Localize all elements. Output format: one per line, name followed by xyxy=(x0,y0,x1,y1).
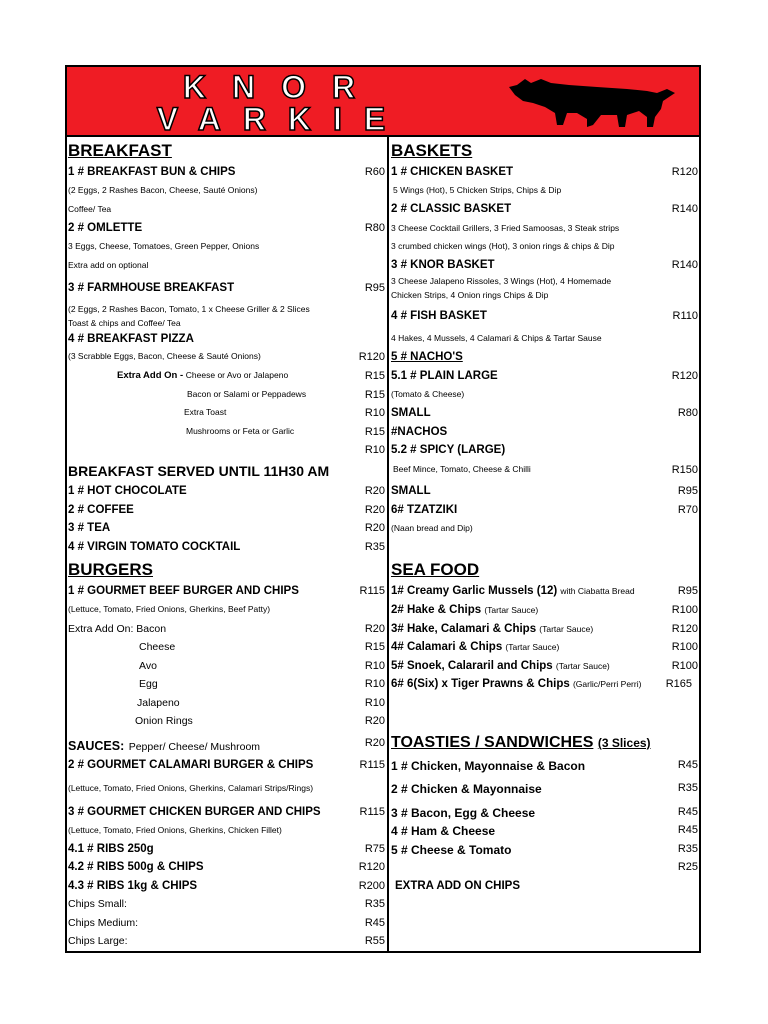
item-price: R45 xyxy=(677,806,698,818)
item-name: Chips Medium: xyxy=(68,917,139,929)
item-sub: with Ciabatta Bread xyxy=(560,586,635,596)
brand-logo xyxy=(67,67,497,135)
item-name: 6# 6(Six) x Tiger Prawns & Chips xyxy=(391,678,570,690)
item-name: 1# Creamy Garlic Mussels (12) xyxy=(391,585,558,597)
item-price: R15 xyxy=(364,426,385,438)
toasties-sub: (3 Slices) xyxy=(597,736,651,750)
brand-line1: KNOR xyxy=(182,69,382,105)
extra-heading: Extra Add On: Bacon xyxy=(68,623,167,635)
item-price: R80 xyxy=(364,222,385,234)
item-price: R45 xyxy=(364,917,385,929)
item-price: R110 xyxy=(672,310,698,322)
item-name: 6# TZATZIKI xyxy=(391,504,458,516)
item-price: R120 xyxy=(358,861,385,873)
item-name: 4.1 # RIBS 250g xyxy=(68,843,154,855)
item-price: R45 xyxy=(677,759,698,771)
description-text: Chicken Strips, 4 Onion rings Chips & Dip xyxy=(391,290,549,300)
note-text: Extra add on optional xyxy=(68,260,149,270)
item-price: R35 xyxy=(364,898,385,910)
item-price: R10 xyxy=(364,697,385,709)
item-price: R15 xyxy=(364,370,385,382)
extra-text: Mushrooms or Feta or Garlic xyxy=(186,426,295,436)
item-name: 3# Hake, Calamari & Chips xyxy=(391,623,537,635)
description-text: (3 Scrabble Eggs, Bacon, Cheese & Sauté Onions) xyxy=(68,351,261,361)
description-text: Toast & chips and Coffee/ Tea xyxy=(68,318,181,328)
item-name: 3 # TEA xyxy=(68,522,111,534)
item-name: Chips Small: xyxy=(68,898,127,910)
item-price: R20 xyxy=(364,504,385,516)
item-name: 2 # Chicken & Mayonnaise xyxy=(391,782,542,796)
item-price: R120 xyxy=(671,370,698,382)
seafood-title: SEA FOOD xyxy=(391,560,480,579)
item-price: R60 xyxy=(364,166,385,178)
description-text: 4 Hakes, 4 Mussels, 4 Calamari & Chips & Tartar Sause xyxy=(391,333,602,343)
item-price: R20 xyxy=(364,623,385,635)
item-price: R95 xyxy=(677,585,698,597)
baskets-title: BASKETS xyxy=(391,141,473,160)
extra-text: Cheese xyxy=(139,641,176,653)
pig-icon xyxy=(507,73,687,131)
item-price: R120 xyxy=(358,351,385,363)
item-name: #NACHOS xyxy=(391,426,448,438)
toasties-title: TOASTIES / SANDWICHES xyxy=(391,734,594,751)
brand-line2: VARKIE xyxy=(156,101,408,135)
item-sub: (Tartar Sauce) xyxy=(484,605,539,615)
item-price: R10 xyxy=(364,660,385,672)
item-price: R20 xyxy=(364,485,385,497)
item-name: 3 # FARMHOUSE BREAKFAST xyxy=(68,282,235,294)
item-name: 4 # Ham & Cheese xyxy=(391,824,496,838)
sauces-label: SAUCES: xyxy=(68,739,125,753)
extra-chips-label: EXTRA ADD ON CHIPS xyxy=(395,880,521,892)
description-text: (Tomato & Cheese) xyxy=(391,389,465,399)
toasties-header xyxy=(390,734,700,754)
item-name: 4# Calamari & Chips xyxy=(391,641,503,653)
item-name: 5 # Cheese & Tomato xyxy=(391,843,512,857)
description-text: Beef Mince, Tomato, Cheese & Chilli xyxy=(393,464,531,474)
item-name: 2 # COFFEE xyxy=(68,504,134,516)
item-sub: (Tartar Sauce) xyxy=(505,642,560,652)
item-price: R140 xyxy=(671,259,698,271)
item-price: R100 xyxy=(671,641,698,653)
item-price: R80 xyxy=(677,407,698,419)
description-text: 5 Wings (Hot), 5 Chicken Strips, Chips & Dip xyxy=(393,185,562,195)
item-price: R115 xyxy=(359,759,385,771)
extra-text: Egg xyxy=(139,678,158,690)
extra-text: Onion Rings xyxy=(135,715,193,727)
item-name: 4 # BREAKFAST PIZZA xyxy=(68,333,194,345)
item-price: R15 xyxy=(364,641,385,653)
item-price: R25 xyxy=(677,861,698,873)
sauces-list: Pepper/ Cheese/ Mushroom xyxy=(128,741,261,753)
item-name: 5.2 # SPICY (LARGE) xyxy=(391,444,506,456)
item-name: 4.3 # RIBS 1kg & CHIPS xyxy=(68,880,198,892)
item-price: R15 xyxy=(364,389,385,401)
item-name: 1 # GOURMET BEEF BURGER AND CHIPS xyxy=(68,585,299,597)
extra-text: Jalapeno xyxy=(137,697,180,709)
item-price: R20 xyxy=(364,737,385,749)
item-price: R100 xyxy=(671,604,698,616)
item-sub: (Tartar Sauce) xyxy=(555,661,610,671)
item-price: R150 xyxy=(671,464,698,476)
item-price: R100 xyxy=(671,660,698,672)
item-name: 4 # VIRGIN TOMATO COCKTAIL xyxy=(68,541,241,553)
item-name: 1 # CHICKEN BASKET xyxy=(391,166,514,178)
column-divider xyxy=(387,137,389,953)
item-price: R115 xyxy=(359,806,385,818)
item-sub: (Tartar Sauce) xyxy=(539,624,594,634)
item-name: 3 # GOURMET CHICKEN BURGER AND CHIPS xyxy=(68,806,321,818)
item-price: R10 xyxy=(364,407,385,419)
item-name: 1 # Chicken, Mayonnaise & Bacon xyxy=(391,759,586,773)
item-price: R35 xyxy=(677,782,698,794)
note-text: Coffee/ Tea xyxy=(68,204,112,214)
served-text: BREAKFAST SERVED UNTIL 11H30 AM xyxy=(68,463,330,479)
item-name: SMALL xyxy=(391,407,431,419)
item-name: 2 # GOURMET CALAMARI BURGER & CHIPS xyxy=(68,759,314,771)
extra-text: Avo xyxy=(139,660,157,672)
item-price: R10 xyxy=(364,678,385,690)
extra-text: Extra Toast xyxy=(184,407,227,417)
description-text: (Lettuce, Tomato, Fried Onions, Gherkins, Beef Patty) xyxy=(68,604,271,614)
item-price: R200 xyxy=(358,880,385,892)
description-text: 3 Cheese Cocktail Grillers, 3 Fried Samoosas, 3 Steak strips xyxy=(391,223,620,233)
item-name: 1 # HOT CHOCOLATE xyxy=(68,485,187,497)
item-name: 5.1 # PLAIN LARGE xyxy=(391,370,498,382)
description-text: (2 Eggs, 2 Rashes Bacon, Tomato, 1 x Cheese Griller & 2 Slices xyxy=(68,304,310,314)
burgers-header xyxy=(67,560,387,580)
item-price: R35 xyxy=(677,843,698,855)
item-price: R120 xyxy=(671,623,698,635)
description-text: (Lettuce, Tomato, Fried Onions, Gherkins, Chicken Fillet) xyxy=(68,825,282,835)
item-price: R140 xyxy=(671,203,698,215)
item-price: R70 xyxy=(677,504,698,516)
extra-heading: Extra Add On - xyxy=(117,370,184,381)
burgers-title: BURGERS xyxy=(68,560,154,579)
item-name: 2 # OMLETTE xyxy=(68,222,143,234)
baskets-header xyxy=(390,141,700,161)
item-name: 2 # CLASSIC BASKET xyxy=(391,203,512,215)
breakfast-title: BREAKFAST xyxy=(68,141,172,160)
breakfast-header xyxy=(67,141,387,161)
extra-text: Cheese or Avo or Jalapeno xyxy=(185,370,289,380)
nachos-title: 5 # NACHO'S xyxy=(391,351,463,363)
item-price: R55 xyxy=(364,935,385,947)
item-price: R20 xyxy=(364,522,385,534)
item-sub: (Garlic/Perri Perri) xyxy=(572,679,642,689)
item-price: R120 xyxy=(671,166,698,178)
seafood-header xyxy=(390,560,700,580)
brand-banner xyxy=(67,67,699,135)
item-name: 2# Hake & Chips xyxy=(391,604,482,616)
description-text: (Lettuce, Tomato, Fried Onions, Gherkins, Calamari Strips/Rings) xyxy=(68,783,314,793)
item-name: 5# Snoek, Calararil and Chips xyxy=(391,660,553,672)
item-name: 4 # FISH BASKET xyxy=(391,310,487,322)
item-price: R115 xyxy=(359,585,385,597)
description-text: 3 Eggs, Cheese, Tomatoes, Green Pepper, Onions xyxy=(68,241,260,251)
item-name: 1 # BREAKFAST BUN & CHIPS xyxy=(68,166,236,178)
item-name: 3 # Bacon, Egg & Cheese xyxy=(391,806,536,820)
item-price: R35 xyxy=(364,541,385,553)
item-price: R20 xyxy=(364,715,385,727)
banner-border xyxy=(65,135,701,137)
item-name: 4.2 # RIBS 500g & CHIPS xyxy=(68,861,204,873)
description-text: 3 crumbed chicken wings (Hot), 3 onion rings & chips & Dip xyxy=(391,241,615,251)
description-text: (Naan bread and Dip) xyxy=(391,523,473,533)
item-name: SMALL xyxy=(391,485,431,497)
item-price: R75 xyxy=(364,843,385,855)
item-price: R165 xyxy=(665,678,692,690)
description-text: 3 Cheese Jalapeno Rissoles, 3 Wings (Hot), 4 Homemade xyxy=(391,276,612,286)
extra-text: Bacon or Salami or Peppadews xyxy=(187,389,307,399)
item-price: R95 xyxy=(364,282,385,294)
item-price: R95 xyxy=(677,485,698,497)
description-text: (2 Eggs, 2 Rashes Bacon, Cheese, Sauté Onions) xyxy=(68,185,258,195)
item-price: R10 xyxy=(364,444,385,456)
item-price: R45 xyxy=(677,824,698,836)
item-name: Chips Large: xyxy=(68,935,128,947)
item-name: 3 # KNOR BASKET xyxy=(391,259,495,271)
